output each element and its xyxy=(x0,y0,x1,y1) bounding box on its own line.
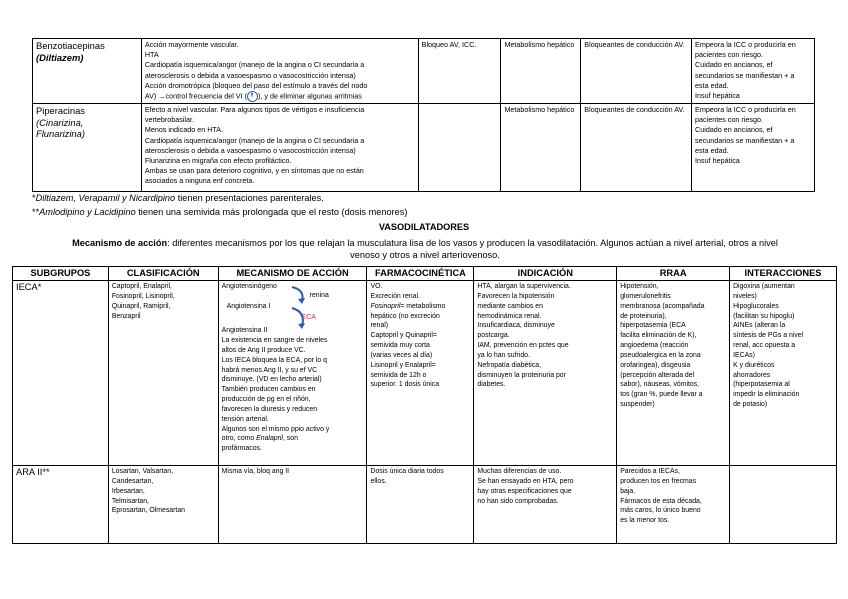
adverse-effects-cell: Hipotensión, glomerulonefritis membranosa (acompañada de proteinuria), hiperpotasemia (ECA facilita eliminación de K), angioedema (reacción pseudoalergica en la zona orofaringea), disgeusia (percepción alterada del sabor), náuseas, vómitos, tos (gran %, puede llevar a suspender) xyxy=(617,281,730,466)
interactions-cell xyxy=(730,466,837,544)
table-header-row xyxy=(13,267,837,281)
table-row xyxy=(13,466,837,544)
pharmacokinetics-cell: VO. Excreción renal. Fosinopril= metabolismo hepático (no excreción renal) Captopril y Quinapril= semivida muy corta (varias veces al día) Lisinopril y Enalapril= semivida de 12h o superior. 1 dosis única xyxy=(367,281,474,466)
column-header: RRAA xyxy=(617,267,730,281)
pharmacokinetics-cell: Dosis única diaria todos ellos. xyxy=(367,466,474,544)
contraindications-cell: Empeora la ICC o producirla en pacientes con riesgo. Cuidado en ancianos, ef secundarios se manifiestan + a esta edad. Insuf hepática xyxy=(692,104,815,192)
drug-group-name: Benzotiacepinas (Diltiazem) xyxy=(33,39,142,104)
drug-group-name: Piperacinas (Cinarizina, Flunarizina) xyxy=(33,104,142,192)
table-row xyxy=(33,104,815,192)
metabolism-cell: Metabolismo hepático xyxy=(501,39,581,104)
column-header: INTERACCIONES xyxy=(730,267,837,281)
effects-cell: Efecto a nivel vascular. Para algunos tipos de vértigos e insuficiencia vertebrobasilar. Menos indicado en HTA. Cardiopatía isquemica/angor (manejo de la angina o CI secundaria a aterosclerosis o debida a vasoespasmo o vasocostricción intensa) Flunarizina en migraña con efecto profiláctico. Ambas se usan para deterioro cognitivo, y en síntomas que no están asociados a ninguna enf concreta. xyxy=(141,104,418,192)
metabolism-cell: Metabolismo hepático xyxy=(501,104,581,192)
table-row xyxy=(33,39,815,104)
angiotensin-1-label: Angiotensina I xyxy=(226,303,271,310)
effects-cell: Acción mayormente vascular. HTA Cardiopatía isquemica/angor (manejo de la angina o CI secundaria a aterosclerosis o debida a vasoespasmo o vasocostricción intensa) Acción dromotrópica (bloqueo del paso del estímulo a través del nodo AV) →control frecuencia del VI ( ), y de eliminar algunas arritmias xyxy=(141,39,418,104)
interactions-cell: Bloqueantes de conducción AV. xyxy=(581,39,692,104)
table-row xyxy=(13,281,837,466)
footnote-1: *Diltiazem, Verapamil y Nicardipino tienen presentaciones parenterales. xyxy=(32,193,324,203)
indication-cell: Muchas diferencias de uso. Se han ensayado en HTA, pero hay otras especificaciones que no han sido comprobadas. xyxy=(474,466,617,544)
classification-cell: Captopril, Enalapril, Fosinopril, Lisinopril, Quinapril, Ramipril, Benzapril xyxy=(108,281,218,466)
column-header: MECANISMO DE ACCIÓN xyxy=(218,267,367,281)
indication-cell: HTA, alargan la supervivencia. Favorecen la hipotensión mediante cambios en hemodinámica renal. Insuficardiaca, disminuye postcarga. IAM, prevención en pctes que ya lo han sufrido. Nefropatía diabética, disminuyen la proteinuria por diabetes. xyxy=(474,281,617,466)
column-header: INDICACIÓN xyxy=(474,267,617,281)
calcium-antagonists-table xyxy=(32,38,815,192)
angiotensin-2-label: Angiotensina II xyxy=(221,327,268,334)
column-header: FARMACOCINÉTICA xyxy=(367,267,474,281)
mechanism-cell: Misma vía, bloq ang II xyxy=(218,466,367,544)
renin-label: renina xyxy=(309,292,329,299)
interactions-cell: Digoxina (aumentan niveles) Hipoglucorales (facilitan su hipoglu) AINEs (alteran la síntesis de PGs a nivel renal, acc opuesta a IECAs) K y diuréticos ahorradores (hiperpotasemia al impedir la eliminación de potasio) xyxy=(730,281,837,466)
eca-label: ECA xyxy=(301,314,316,321)
mechanism-cell: Angiotensinógeno renina Angiotensina I ECA Angiotensina II La existencia en sangre de niveles altos de Ang II produce VC. Los IECA bloquea la ECA, por lo q habrá menos Ang II, y su ef VC disminuye. (VD en lecho arterial) También producen cambios en producción de pg en el riñón, favorecen la diuresis y reducen tensión arterial. Algunos son el mismo ppio activo y otro, como Enalapril, son profármacos. xyxy=(218,281,367,466)
adverse-cell xyxy=(418,104,501,192)
arrow-down-icon xyxy=(247,91,258,102)
curved-arrow-icon xyxy=(290,284,314,336)
angiotensinogen-label: Angiotensinógeno xyxy=(221,283,277,290)
footnote-2: **Amlodipino y Lacidipino tienen una semivida más prolongada que el resto (dosis menores) xyxy=(32,207,408,217)
subgroup-cell: ARA II** xyxy=(13,466,109,544)
vasodilators-table xyxy=(12,266,837,544)
adverse-cell: Bloqueo AV, ICC. xyxy=(418,39,501,104)
adverse-effects-cell: Parecidos a IECAs, producen tos en frecmas baja. Fármacos de esta década, más caros, lo único bueno es la menor tos. xyxy=(617,466,730,544)
column-header: SUBGRUPOS xyxy=(13,267,109,281)
subgroup-cell: IECA* xyxy=(13,281,109,466)
column-header: CLASIFICACIÓN xyxy=(108,267,218,281)
classification-cell: Losartan, Valsartan, Candesartan, Irbesartan, Telmisartan, Eprosartan, Olmesartan xyxy=(108,466,218,544)
raas-diagram xyxy=(222,282,364,336)
mechanism-paragraph: Mecanismo de acción: diferentes mecanismos por los que relajan la musculatura lisa de los vasos y producen la vasodilatación. Algunos actúan a nivel arterial, otros a nivel venoso y otros a nivel arteriovenoso. xyxy=(72,238,778,260)
contraindications-cell: Empeora la ICC o producirla en pacientes con riesgo. Cuidado en ancianos, ef secundarios se manifiestan + a esta edad. Insuf hepática xyxy=(692,39,815,104)
interactions-cell: Bloqueantes de conducción AV. xyxy=(581,104,692,192)
section-title: VASODILATADORES xyxy=(378,222,470,232)
